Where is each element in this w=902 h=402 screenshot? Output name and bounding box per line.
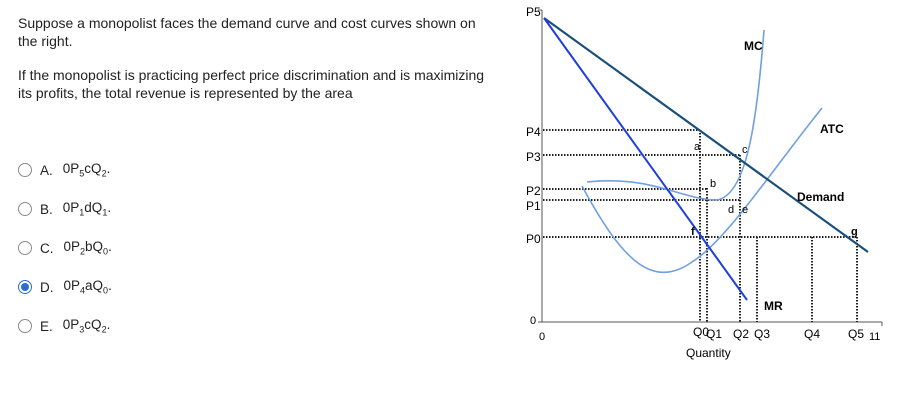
y-tick-p4: P4: [526, 125, 541, 139]
y-tick-p3: P3: [526, 150, 541, 164]
point-c-label: c: [742, 144, 748, 156]
y-tick-p5: P5: [526, 5, 541, 19]
y-tick-p0: P0: [526, 232, 541, 246]
option-text: $0P_3cQ_2$.: [62, 317, 111, 335]
option-a[interactable]: [18, 160, 498, 180]
option-letter: D.: [40, 279, 54, 295]
option-letter: C.: [40, 240, 54, 256]
x-axis-label: Quantity: [686, 346, 731, 360]
radio-button[interactable]: [18, 280, 32, 294]
radio-button[interactable]: [18, 202, 32, 216]
question-paragraph-1: Suppose a monopolist faces the demand curve and cost curves shown on the right.: [18, 15, 476, 49]
graph-svg: [512, 0, 902, 397]
x-tick-q1: Q1: [706, 327, 723, 341]
y-tick-p2: P2: [526, 184, 541, 198]
point-g-label: g: [851, 226, 858, 238]
option-text: $0P_1dQ_1$.: [62, 200, 112, 218]
radio-button[interactable]: [18, 163, 32, 177]
x-tick-11: 11: [869, 331, 881, 343]
x-tick-q0: Q0: [693, 325, 710, 339]
demand-label: Demand: [797, 190, 845, 204]
question-paragraph-2: If the monopolist is practicing perfect price discrimination and is maximizing its profits, the total revenue is represented by the area: [18, 67, 485, 101]
x-tick-0: 0: [539, 331, 546, 343]
mr-curve: [544, 18, 747, 300]
option-letter: B.: [40, 201, 53, 217]
x-tick-q4: Q4: [804, 327, 821, 341]
option-letter: A.: [40, 162, 53, 178]
mr-label: MR: [764, 299, 783, 313]
option-d[interactable]: [18, 277, 498, 297]
option-text: $0P_5cQ_2$.: [62, 161, 111, 179]
point-f-label: f: [691, 226, 695, 238]
option-b[interactable]: [18, 199, 498, 219]
radio-button[interactable]: [18, 319, 32, 333]
question-text: [18, 14, 498, 118]
mc-label: MC: [744, 39, 763, 53]
answer-options: [18, 160, 498, 355]
y-tick-0: 0: [530, 315, 537, 327]
point-e-label: e: [742, 204, 749, 216]
point-d-label: d: [728, 204, 735, 216]
atc-label: ATC: [820, 122, 844, 136]
option-e[interactable]: [18, 316, 498, 336]
point-a-label: a: [694, 141, 701, 153]
option-text: $0P_2bQ_0$.: [63, 239, 112, 257]
option-letter: E.: [40, 318, 53, 334]
option-c[interactable]: [18, 238, 498, 258]
x-tick-q3: Q3: [754, 327, 771, 341]
x-tick-q5: Q5: [848, 327, 865, 341]
cost-curves-graph: [512, 0, 902, 397]
radio-button[interactable]: [18, 241, 32, 255]
option-text: $0P_4aQ_0$.: [63, 278, 112, 296]
x-tick-q2: Q2: [733, 327, 750, 341]
point-b-label: b: [710, 178, 717, 190]
y-tick-p1: P1: [526, 199, 541, 213]
